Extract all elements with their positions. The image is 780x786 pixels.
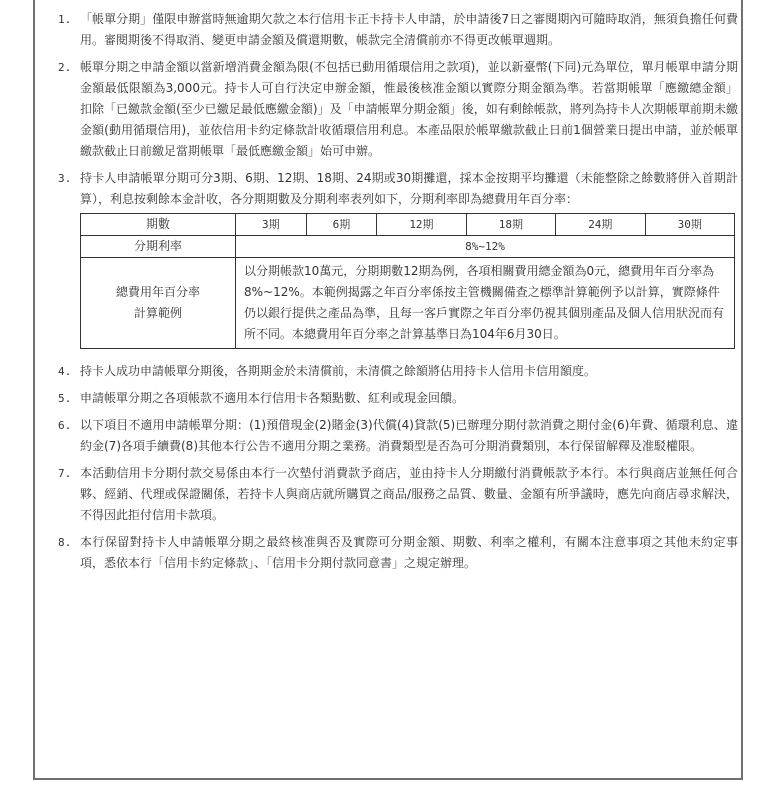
term-item-5: [58, 388, 738, 409]
rate-value: 8%~12%: [236, 236, 735, 258]
term-item-8: [58, 532, 738, 574]
example-label-line-1: 總費用年百分率: [115, 285, 200, 299]
term-text: 本活動信用卡分期付款交易係由本行一次墊付消費款予商店，並由持卡人分期繳付消費帳款予本行。本行與商店並無任何合夥、經銷、代理或保證關係，若持卡人與商店就所購買之商品/服務之品質、數量、金額有所爭議時，應先向商店尋求解決，不得因此拒付信用卡款項。: [80, 466, 738, 522]
term-number: 8.: [58, 536, 72, 549]
term-text: 申請帳單分期之各項帳款不適用本行信用卡各類點數、紅利或現金回饋。: [80, 391, 465, 405]
term-item-3: [58, 168, 738, 355]
term-text: 「帳單分期」僅限申辦當時無逾期欠款之本行信用卡正卡持卡人申請，於申請後7日之審閱期內可隨時取消，無須負擔任何費用。審閱期後不得取消、變更申請金額及償還期數，帳款完全清償前亦不得更改帳單週期。: [80, 12, 738, 47]
term-number: 1.: [58, 13, 72, 26]
term-number: 3.: [58, 172, 72, 185]
example-label-line-2: 計算範例: [133, 306, 182, 320]
term-number: 5.: [58, 392, 72, 405]
term-text: 持卡人申請帳單分期可分3期、6期、12期、18期、24期或30期攤還，採本金按期平均攤還（未能整除之餘數將併入首期計算），利息按剩餘本金計收，各分期期數及分期利率表列如下，分期利率即為總費用年百分率：: [80, 171, 738, 206]
period-header-row: [81, 214, 735, 236]
term-text: 帳單分期之申請金額以當新增消費金額為限(不包括已動用循環信用之款項)，並以新臺幣(下同)元為單位，單月帳單申請分期金額最低限額為3,000元。持卡人可自行決定申辦金額，惟最後核准金額以實際分期金額為準。若當期帳單「應繳總金額」扣除「已繳款金額(至少已繳足最低應繳金額)」及「申請帳單分期金額」後，如有剩餘帳款，將列為持卡人次期帳單前期未繳金額(動用循環信用)，並依信用卡約定條款計收循環信用利息。本產品限於帳單繳款截止日前1個營業日提出申請，並於帳單繳款截止日前繳足當期帳單「最低應繳金額」始可申辦。: [80, 60, 738, 158]
term-item-7: [58, 463, 738, 526]
period-cell: 24期: [556, 214, 645, 236]
rate-row: [81, 236, 735, 258]
term-text: 以下項目不適用申請帳單分期：(1)預借現金(2)賭金(3)代償(4)貸款(5)已辦理分期付款消費之期付金(6)年費、循環利息、違約金(7)各項手續費(8)其他本行公告不適用分期之業務。消費類型是否為可分期消費類別，本行保留解釋及准駁權限。: [80, 418, 738, 453]
installment-rate-table: [80, 213, 735, 349]
term-number: 7.: [58, 467, 72, 480]
period-cell: 3期: [236, 214, 307, 236]
term-number: 4.: [58, 365, 72, 378]
term-number: 6.: [58, 419, 72, 432]
example-label: [81, 258, 236, 349]
period-header-label: 期數: [81, 214, 236, 236]
period-cell: 12期: [377, 214, 466, 236]
term-item-1: [58, 9, 738, 51]
terms-list: [58, 9, 738, 580]
term-item-4: [58, 361, 738, 382]
period-cell: 18期: [466, 214, 555, 236]
period-cell: 30期: [645, 214, 734, 236]
example-row: [81, 258, 735, 349]
term-text: 本行保留對持卡人申請帳單分期之最終核准與否及實際可分期金額、期數、利率之權利，有關本注意事項之其他未約定事項，悉依本行「信用卡約定條款」、「信用卡分期付款同意書」之規定辦理。: [80, 535, 738, 570]
rate-label: 分期利率: [81, 236, 236, 258]
term-item-2: [58, 57, 738, 162]
term-text: 持卡人成功申請帳單分期後，各期期金於未清償前，未清償之餘額將佔用持卡人信用卡信用額度。: [80, 364, 597, 378]
example-text: 以分期帳款10萬元，分期期數12期為例，各項相關費用總金額為0元，總費用年百分率為8%~12%。本範例揭露之年百分率係按主管機關備查之標準計算範例予以計算，實際條件仍以銀行提供之產品為準，且每一客戶實際之年百分率仍視其個別產品及個人信用狀況而有所不同。本總費用年百分率之計算基準日為104年6月30日。: [236, 258, 735, 349]
period-cell: 6期: [306, 214, 377, 236]
term-body: [80, 168, 738, 355]
term-item-6: [58, 415, 738, 457]
term-number: 2.: [58, 61, 72, 74]
